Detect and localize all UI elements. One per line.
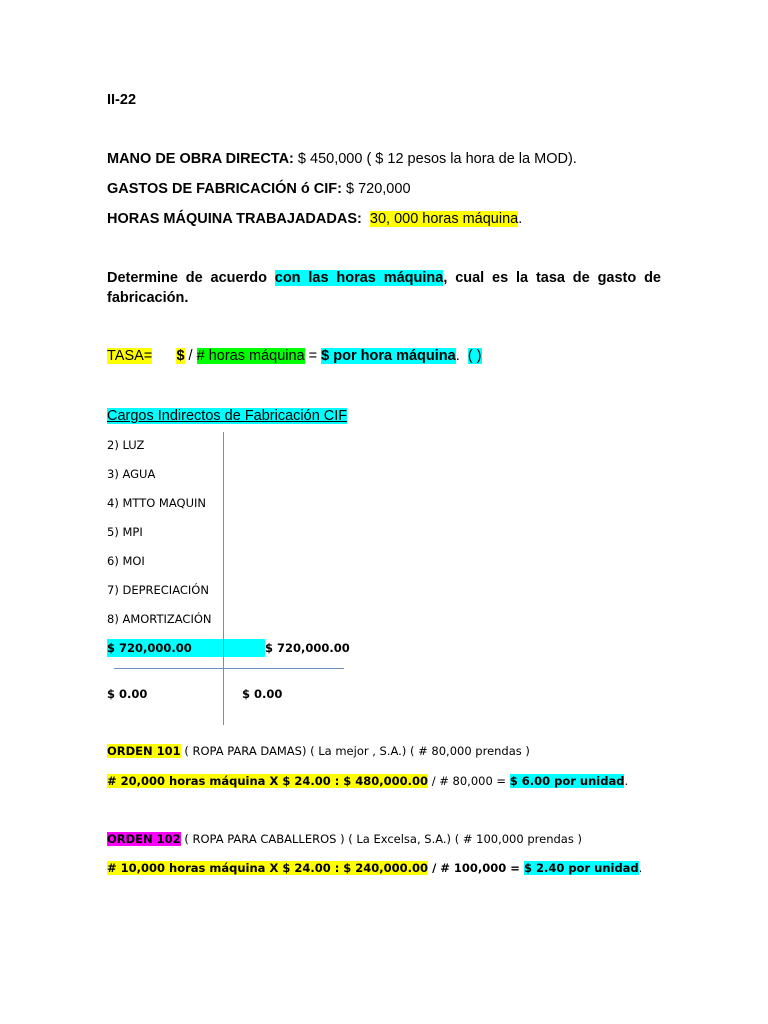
t-account-vertical-rule bbox=[223, 432, 224, 725]
cif-account-heading-line bbox=[107, 408, 347, 424]
orden102-label: ORDEN 102 bbox=[107, 832, 181, 846]
cif-line bbox=[107, 181, 411, 197]
horas-label: HORAS MÁQUINA TRABAJADADAS: bbox=[107, 211, 362, 227]
orden101-end: . bbox=[624, 774, 629, 788]
orden102-div: / # 100,000 = bbox=[428, 861, 524, 875]
question-part1: Determine de acuerdo bbox=[107, 270, 275, 286]
mod-line bbox=[107, 151, 577, 167]
tasa-label: TASA= bbox=[107, 348, 153, 364]
tasa-result: $ por hora máquina bbox=[321, 348, 456, 364]
tasa-horas: # horas máquina bbox=[196, 348, 305, 364]
horas-line bbox=[107, 211, 522, 227]
orden101-line bbox=[107, 744, 530, 758]
t-account-horizontal-rule bbox=[114, 668, 344, 669]
cif-value: $ 720,000 bbox=[341, 181, 411, 197]
cif-item-mtto: 4) MTTO MAQUIN bbox=[107, 496, 206, 510]
question-highlight: con las horas máquina bbox=[274, 270, 444, 286]
orden101-calc-line bbox=[107, 774, 628, 788]
tasa-dollar: $ bbox=[176, 348, 185, 364]
orden102-calc: # 10,000 horas máquina X $ 24.00 : $ 240,000.00 bbox=[107, 861, 429, 875]
orden102-end: . bbox=[638, 861, 643, 875]
cif-total-right: $ 720,000.00 bbox=[265, 641, 350, 655]
orden101-calc: # 20,000 horas máquina X $ 24.00 : $ 480,000.00 bbox=[107, 774, 429, 788]
cif-item-amortizacion: 8) AMORTIZACIÓN bbox=[107, 612, 212, 626]
orden101-result: $ 6.00 por unidad bbox=[509, 774, 625, 788]
cif-item-moi: 6) MOI bbox=[107, 554, 145, 568]
doc-title: II-22 bbox=[107, 92, 137, 108]
question-part2: , cual es la tasa de gasto de fabricación. bbox=[107, 270, 661, 306]
orden102-result: $ 2.40 por unidad bbox=[523, 861, 639, 875]
cif-total-left: $ 720,000.00 bbox=[107, 641, 192, 655]
tasa-slash: / bbox=[188, 348, 193, 364]
cif-balance-left: $ 0.00 bbox=[107, 687, 148, 701]
mod-value: $ 450,000 ( $ 12 pesos la hora de la MOD). bbox=[293, 151, 577, 167]
cif-item-depreciacion: 7) DEPRECIACIÓN bbox=[107, 583, 209, 597]
cif-balance-right: $ 0.00 bbox=[242, 687, 283, 701]
horas-tail: . bbox=[518, 211, 523, 227]
question-paragraph bbox=[107, 268, 661, 308]
cif-account-heading: Cargos Indirectos de Fabricación CIF bbox=[107, 408, 348, 424]
orden101-label: ORDEN 101 bbox=[107, 744, 181, 758]
tasa-equals: = bbox=[308, 348, 318, 364]
mod-label: MANO DE OBRA DIRECTA: bbox=[107, 151, 294, 167]
orden102-line bbox=[107, 832, 582, 846]
orden102-desc: ( ROPA PARA CABALLEROS ) ( La Excelsa, S.A.) ( # 100,000 prendas ) bbox=[180, 832, 582, 846]
orden101-desc: ( ROPA PARA DAMAS) ( La mejor , S.A.) ( # 80,000 prendas ) bbox=[180, 744, 530, 758]
cif-item-agua: 3) AGUA bbox=[107, 467, 156, 481]
cif-label: GASTOS DE FABRICACIÓN ó CIF: bbox=[107, 181, 342, 197]
tasa-line bbox=[107, 348, 482, 364]
orden101-div: / # 80,000 = bbox=[428, 774, 510, 788]
cif-item-luz: 2) LUZ bbox=[107, 438, 145, 452]
tasa-dot: . bbox=[455, 348, 460, 364]
horas-value: 30, 000 horas máquina bbox=[369, 211, 519, 227]
cif-item-mpi: 5) MPI bbox=[107, 525, 143, 539]
orden102-calc-line bbox=[107, 861, 642, 875]
tasa-paren: ( ) bbox=[467, 348, 482, 364]
